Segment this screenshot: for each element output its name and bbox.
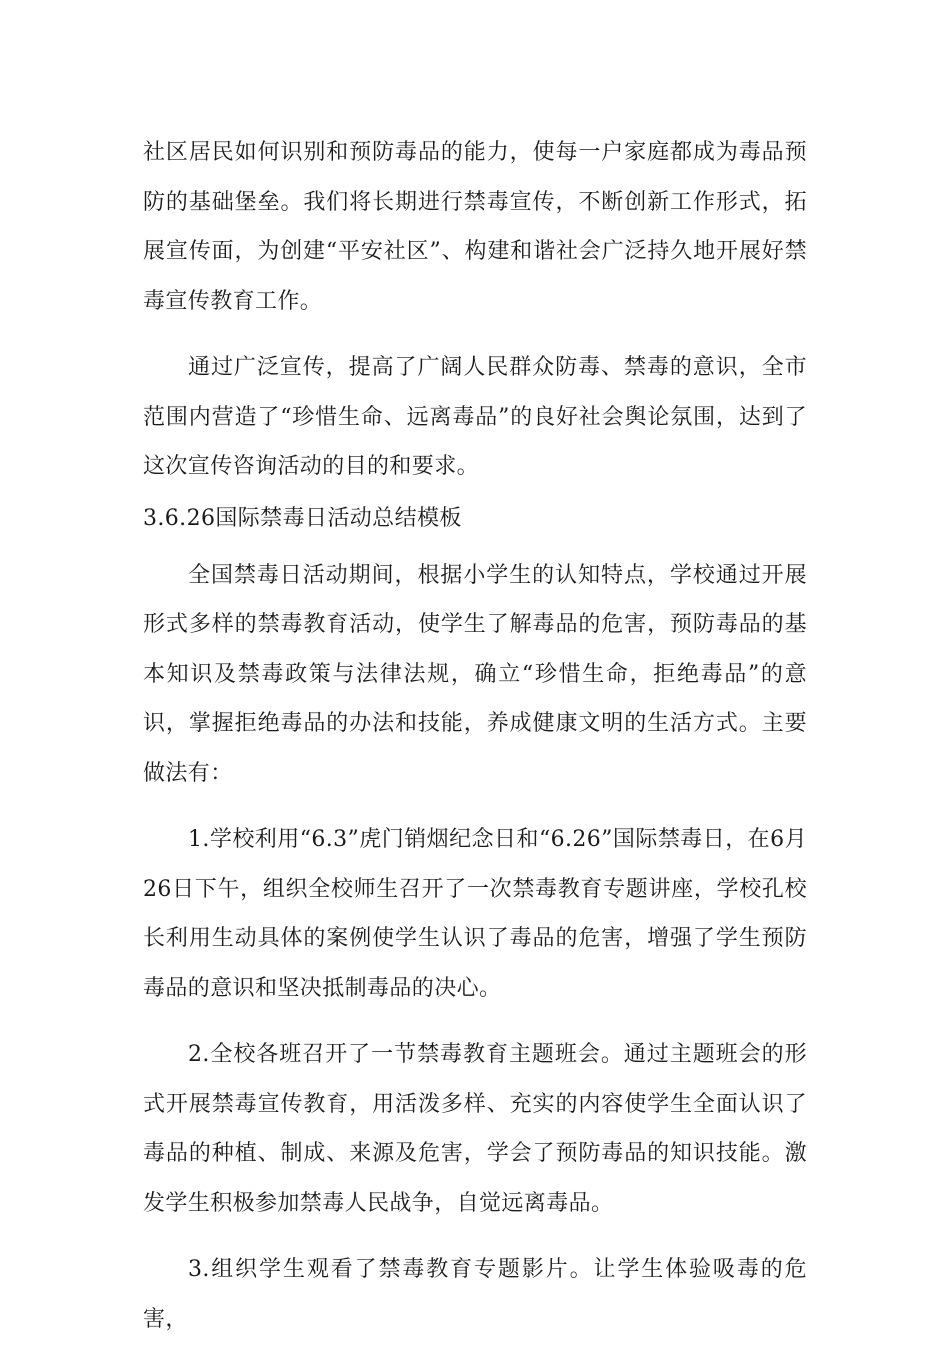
section-heading: 3.6.26国际禁毒日活动总结模板 (143, 505, 462, 531)
paragraph-continuation: 社区居民如何识别和预防毒品的能力，使每一户家庭都成为毒品预防的基础堡垒。我们将长期进行禁毒宣传，不断创新工作形式，拓展宣传面，为创建“平安社区”、构建和谐社会广泛持久地开展好禁毒宣传教育工作。 (143, 140, 807, 314)
paragraph-item-2: 2.全校各班召开了一节禁毒教育主题班会。通过主题班会的形式开展禁毒宣传教育，用活泼多样、充实的内容使学生全面认识了毒品的种植、制成、来源及危害，学会了预防毒品的知识技能。激发学生积极参加禁毒人民战争，自觉远离毒品。 (143, 1042, 807, 1216)
document-body (143, 128, 807, 1361)
paragraph-item-1: 1.学校利用“6.3”虎门销烟纪念日和“6.26”国际禁毒日，在6月26日下午，组织全校师生召开了一次禁毒教育专题讲座，学校孔校长利用生动具体的案例使学生认识了毒品的危害，增强了学生预防毒品的意识和坚决抵制毒品的决心。 (143, 827, 807, 1001)
paragraph-intro: 全国禁毒日活动期间，根据小学生的认知特点，学校通过开展形式多样的禁毒教育活动，使学生了解毒品的危害，预防毒品的基本知识及禁毒政策与法律法规，确立“珍惜生命，拒绝毒品”的意识，掌握拒绝毒品的办法和技能，养成健康文明的生活方式。主要做法有： (143, 562, 807, 786)
paragraph-publicity-result: 通过广泛宣传，提高了广阔人民群众防毒、禁毒的意识，全市范围内营造了“珍惜生命、远离毒品”的良好社会舆论氛围，达到了这次宣传咨询活动的目的和要求。 (143, 355, 807, 479)
paragraph-item-3: 3.组织学生观看了禁毒教育专题影片。让学生体验吸毒的危害， (143, 1257, 807, 1332)
